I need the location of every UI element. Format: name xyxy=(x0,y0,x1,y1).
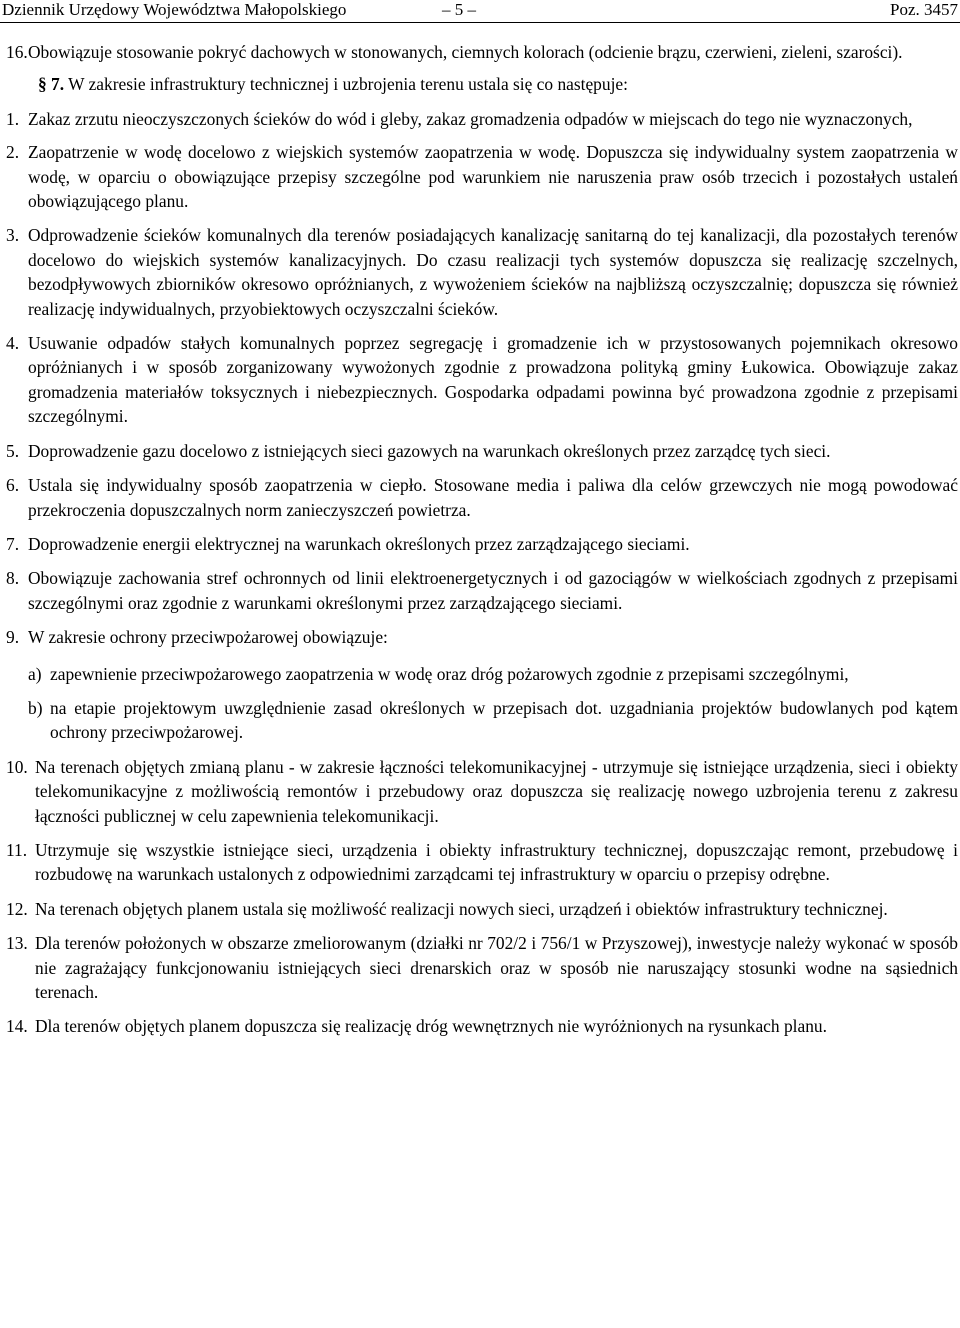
list-item-12 xyxy=(0,897,960,921)
list-item-text: Na terenach objętych zmianą planu - w zakresie łączności telekomunikacyjnej - utrzymuje się istniejące urządzenia, sieci i obiekty telekomunikacyjne z możliwością remontów i przebudowy oraz dopuszcza się realizację nowego uzbrojenia terenu z zakresu łączności publicznej w celu zapewnienia telekomunikacji. xyxy=(35,756,958,826)
list-item-text: Zakaz zrzutu nieoczyszczonych ścieków do wód i gleby, zakaz gromadzenia odpadów w miejscach do tego nie wyznaczonych, xyxy=(28,108,913,129)
position-number: Poz. 3457 xyxy=(890,0,958,19)
list-item-5 xyxy=(0,439,960,463)
list-item-number: 2. xyxy=(6,142,20,163)
list-item-text: Zaopatrzenie w wodę docelowo z wiejskich systemów zaopatrzenia w wodę. Dopuszcza się indywidualny system zaopatrzenia w wodę, w oparciu o obowiązujące przepisy szczególne pod warunkiem nie naruszenia praw osób trzecich i pozostałych ustaleń obowiązującego planu. xyxy=(28,142,958,212)
sub-item-a xyxy=(0,662,960,686)
list-item-number: 7. xyxy=(6,533,20,554)
section-heading xyxy=(0,72,960,96)
section-text: W zakresie infrastruktury technicznej i uzbrojenia terenu ustala się co następuje: xyxy=(68,74,628,95)
list-item-7 xyxy=(0,532,960,556)
list-item-text: Odprowadzenie ścieków komunalnych dla terenów posiadających kanalizację sanitarną do tej kanalizacji, dla pozostałych terenów docelowo do wiejskich systemów kanalizacyjnych. Do czasu realizacji tych systemów dopuszcza się realizację szczelnych, bezodpływowych zbiorników okresowo opróżnianych, z wywożeniem ścieków na najbliższą oczyszczalnię; dopuszcza się również realizację indywidualnych, przyobiektowych oczyszczalni ścieków. xyxy=(28,225,958,319)
list-item-number: 3. xyxy=(6,225,20,246)
sub-item-letter: b) xyxy=(28,697,43,718)
list-item-1 xyxy=(0,107,960,131)
list-item-3 xyxy=(0,223,960,321)
list-item-text: W zakresie ochrony przeciwpożarowej obowiązuje: xyxy=(28,627,388,648)
list-item-text: Usuwanie odpadów stałych komunalnych poprzez segregację i gromadzenie ich w przystosowanych pojemnikach okresowo opróżnianych i w sposób zorganizowany wywożonych zgodnie z prowadzona polityką gminy Łukowica. Obowiązuje zakaz gromadzenia materiałów toksycznych i niebezpiecznych. Gospodarka odpadami powinna być prowadzona zgodnie z przepisami szczególnymi. xyxy=(28,333,958,427)
list-item-text: Na terenach objętych planem ustala się możliwość realizacji nowych sieci, urządzeń i obiektów infrastruktury technicznej. xyxy=(35,898,888,919)
list-item-text: Ustala się indywidualny sposób zaopatrzenia w ciepło. Stosowane media i paliwa dla celów grzewczych nie mogą powodować przekroczenia dopuszczalnych norm zanieczyszczeń powietrza. xyxy=(28,475,958,520)
document-body xyxy=(0,40,960,1039)
list-item-2 xyxy=(0,140,960,213)
list-item-number: 4. xyxy=(6,333,20,354)
list-item-text: Dla terenów położonych w obszarze zmeliorowanym (działki nr 702/2 i 756/1 w Przyszowej), inwestycje należy wykonać w sposób nie zagrażający funkcjonowaniu istniejących sieci drenarskich oraz w sposób nie naruszający stosunki wodne na sąsiednich terenach. xyxy=(35,933,958,1002)
list-item-number: 10. xyxy=(6,756,28,777)
list-item-16 xyxy=(0,40,960,64)
list-item-number: 14. xyxy=(6,1016,28,1037)
list-item-text: Doprowadzenie gazu docelowo z istniejących sieci gazowych na warunkach określonych przez zarządcę tych sieci. xyxy=(28,440,831,461)
list-item-14 xyxy=(0,1014,960,1038)
list-item-text: Utrzymuje się wszystkie istniejące sieci, urządzenia i obiekty infrastruktury technicznej, dopuszczając remont, przebudowę i rozbudowę na warunkach ustalonych z odpowiednimi zarządcami tej infrastruktury w oparciu o przepisy odrębne. xyxy=(35,839,958,885)
list-item-8 xyxy=(0,566,960,615)
list-item-11 xyxy=(0,838,960,887)
list-item-4 xyxy=(0,331,960,429)
list-item-number: 9. xyxy=(6,627,20,648)
list-item-number: 13. xyxy=(6,933,28,954)
section-mark: § 7. xyxy=(38,74,65,95)
list-item-13 xyxy=(0,931,960,1004)
list-item-9 xyxy=(0,625,960,649)
sub-item-letter: a) xyxy=(28,663,42,684)
list-item-number: 16. xyxy=(6,42,28,62)
list-item-number: 11. xyxy=(6,839,28,860)
sub-item-b xyxy=(0,696,960,745)
list-item-10 xyxy=(0,755,960,828)
header-rule xyxy=(0,22,960,23)
list-item-text: Dla terenów objętych planem dopuszcza się realizację dróg wewnętrznych nie wyróżnionych na rysunkach planu. xyxy=(35,1016,827,1037)
list-item-text: Doprowadzenie energii elektrycznej na warunkach określonych przez zarządzającego sieciami. xyxy=(28,533,690,554)
sub-item-text: zapewnienie przeciwpożarowego zaopatrzenia w wodę oraz dróg pożarowych zgodnie z przepisami szczególnymi, xyxy=(50,663,849,684)
list-item-number: 5. xyxy=(6,440,20,461)
list-item-6 xyxy=(0,473,960,522)
list-item-number: 12. xyxy=(6,898,28,919)
sub-item-text: na etapie projektowym uwzględnienie zasad określonych w przepisach dot. uzgadniania projektów budowlanych pod kątem ochrony przeciwpożarowej. xyxy=(50,697,958,743)
page-number: – 5 – xyxy=(442,0,476,19)
list-item-number: 8. xyxy=(6,568,20,589)
list-item-number: 6. xyxy=(6,475,20,496)
list-item-text: Obowiązuje zachowania stref ochronnych od linii elektroenergetycznych i od gazociągów w wielkościach zgodnych z przepisami szczególnymi oraz zgodnie z warunkami określonymi przez zarządzającego sieciami. xyxy=(28,568,958,613)
journal-title: Dziennik Urzędowy Województwa Małopolskiego xyxy=(2,0,347,19)
list-item-number: 1. xyxy=(6,108,20,129)
list-item-text: Obowiązuje stosowanie pokryć dachowych w stonowanych, ciemnych kolorach (odcienie brązu, czerwieni, zieleni, szarości). xyxy=(28,42,903,62)
page-header xyxy=(0,0,960,22)
